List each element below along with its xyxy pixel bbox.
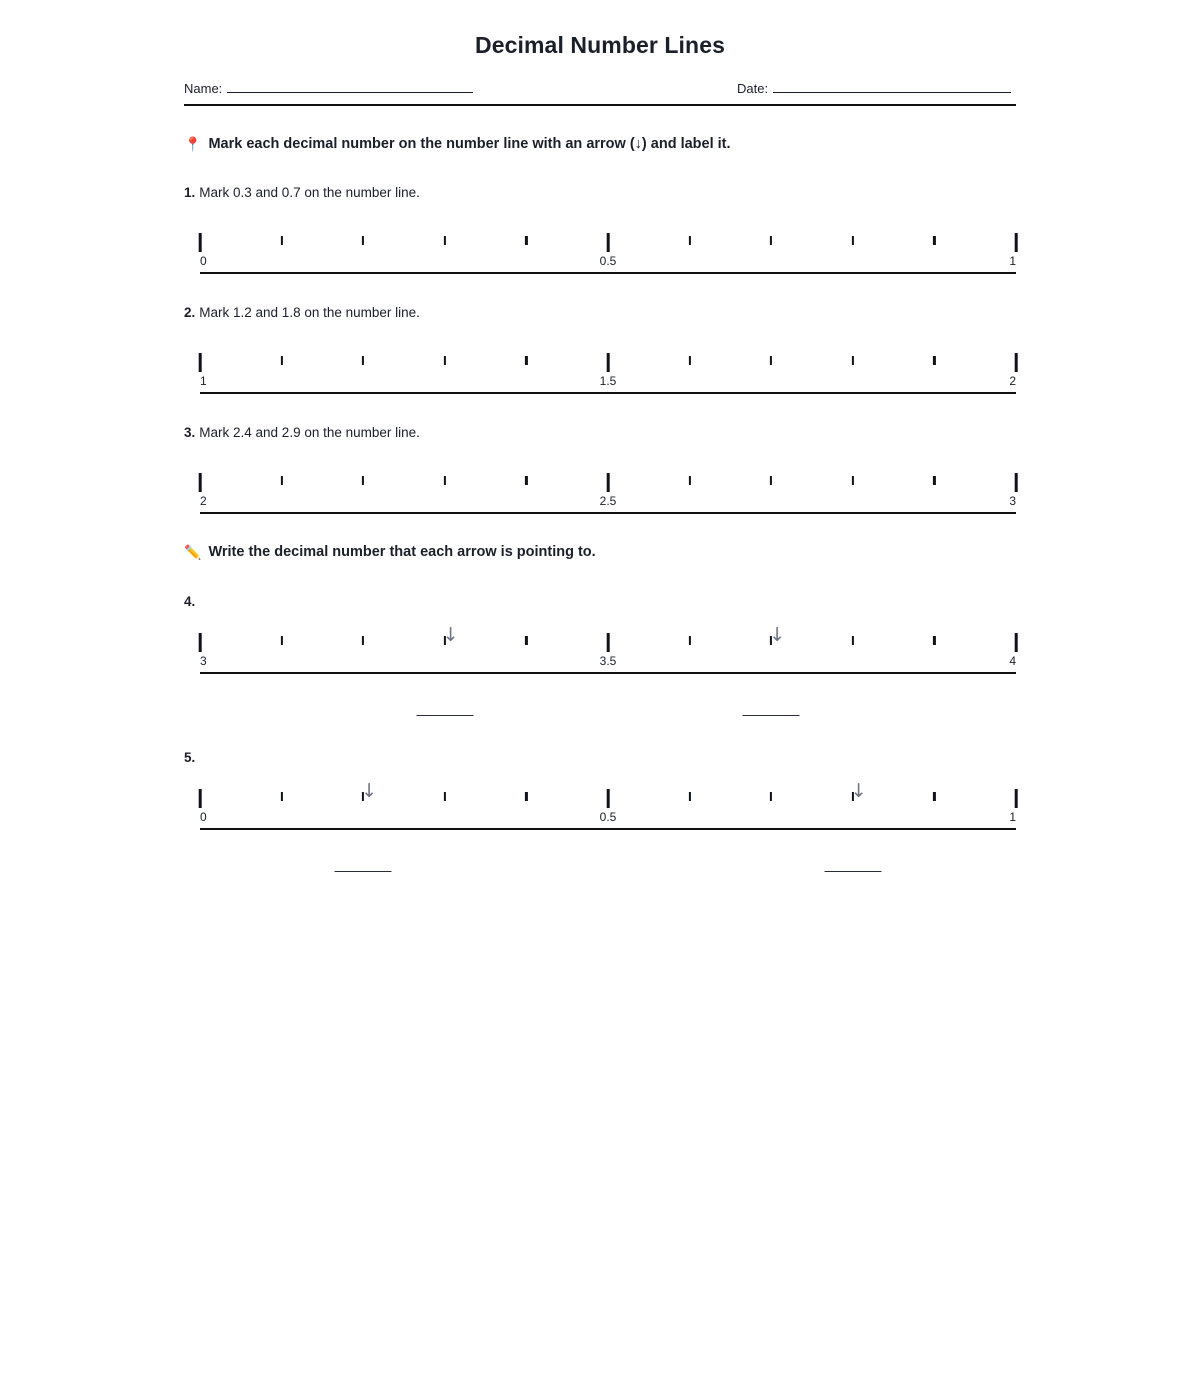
tick-major — [607, 233, 610, 252]
tick-minor — [852, 236, 854, 245]
tick-minor — [281, 236, 283, 245]
tick-group — [200, 352, 1016, 374]
label-group — [200, 374, 1016, 390]
tick-minor — [444, 236, 446, 245]
tick-minor — [770, 236, 772, 245]
label-group — [200, 654, 1016, 670]
tick-minor — [770, 476, 772, 485]
number-line-label: 0.5 — [599, 254, 617, 268]
question-prompt-3 — [184, 425, 420, 440]
label-group — [200, 810, 1016, 826]
question-number: 2. — [184, 305, 196, 320]
tick-minor — [444, 476, 446, 485]
answer-blank[interactable] — [824, 871, 881, 872]
label-group — [200, 494, 1016, 510]
tick-major — [607, 353, 610, 372]
tick-major — [199, 353, 202, 372]
name-label: Name: — [184, 81, 223, 96]
tick-minor — [689, 476, 691, 485]
question-prompt-1 — [184, 185, 420, 200]
pin-icon: 📍 — [184, 136, 202, 152]
number-line-label: 3 — [1009, 494, 1016, 508]
number-line-axis — [200, 828, 1016, 830]
tick-minor — [525, 356, 527, 365]
question-text: Mark 2.4 and 2.9 on the number line. — [199, 425, 420, 440]
answer-blank-row — [200, 871, 1016, 885]
tick-major — [199, 233, 202, 252]
tick-minor — [933, 236, 935, 245]
number-line-axis — [200, 672, 1016, 674]
section-heading-1 — [184, 136, 731, 152]
down-arrow-icon: ↓ — [361, 780, 378, 802]
section-heading-text: Write the decimal number that each arrow is pointing to. — [208, 544, 596, 560]
down-arrow-icon: ↓ — [442, 624, 459, 646]
tick-major — [1015, 473, 1018, 492]
name-write-line[interactable] — [227, 80, 473, 93]
question-prompt-2 — [184, 305, 420, 320]
number-line-axis — [200, 272, 1016, 274]
tick-major — [607, 473, 610, 492]
number-line-2 — [200, 352, 1016, 398]
question-number: 1. — [184, 185, 196, 200]
down-arrow-icon: ↓ — [769, 624, 786, 646]
tick-minor — [770, 356, 772, 365]
number-line-3 — [200, 472, 1016, 518]
number-line-label: 1 — [1009, 810, 1016, 824]
number-line-label: 1.5 — [599, 374, 617, 388]
number-line-label: 1 — [200, 374, 207, 388]
tick-minor — [852, 476, 854, 485]
question-number: 4. — [184, 594, 196, 609]
tick-minor — [362, 356, 364, 365]
tick-minor — [362, 476, 364, 485]
number-line-axis — [200, 512, 1016, 514]
tick-minor — [444, 356, 446, 365]
tick-minor — [281, 356, 283, 365]
number-line-label: 4 — [1009, 654, 1016, 668]
tick-minor — [933, 356, 935, 365]
name-field[interactable] — [184, 80, 473, 96]
arrow-group — [200, 782, 1016, 812]
tick-minor — [525, 236, 527, 245]
tick-major — [1015, 353, 1018, 372]
date-write-line[interactable] — [773, 80, 1011, 93]
answer-blank-row — [200, 715, 1016, 729]
number-line-label: 0 — [200, 810, 207, 824]
tick-minor — [852, 356, 854, 365]
number-line-1 — [200, 232, 1016, 278]
header-divider — [184, 104, 1016, 106]
name-date-row — [184, 80, 1016, 102]
question-prompt-5 — [184, 750, 199, 765]
tick-minor — [525, 476, 527, 485]
tick-minor — [689, 356, 691, 365]
tick-minor — [362, 236, 364, 245]
label-group — [200, 254, 1016, 270]
question-text: Mark 0.3 and 0.7 on the number line. — [199, 185, 420, 200]
number-line-label: 1 — [1009, 254, 1016, 268]
tick-group — [200, 232, 1016, 254]
number-line-axis — [200, 392, 1016, 394]
tick-minor — [933, 476, 935, 485]
number-line-label: 0.5 — [599, 810, 617, 824]
section-heading-text: Mark each decimal number on the number line with an arrow (↓) and label it. — [208, 136, 731, 152]
tick-major — [199, 473, 202, 492]
question-number: 5. — [184, 750, 196, 765]
date-label: Date: — [737, 81, 769, 96]
answer-blank[interactable] — [335, 871, 392, 872]
pencil-icon: ✏️ — [184, 544, 202, 560]
answer-blank[interactable] — [416, 715, 473, 716]
question-prompt-4 — [184, 594, 199, 609]
question-number: 3. — [184, 425, 196, 440]
tick-major — [1015, 233, 1018, 252]
number-line-label: 0 — [200, 254, 207, 268]
arrow-group — [200, 626, 1016, 656]
tick-minor — [689, 236, 691, 245]
number-line-4 — [200, 624, 1016, 678]
down-arrow-icon: ↓ — [850, 780, 867, 802]
number-line-5 — [200, 780, 1016, 834]
number-line-label: 3.5 — [599, 654, 617, 668]
page-title: Decimal Number Lines — [475, 32, 725, 58]
section-heading-2 — [184, 544, 596, 560]
answer-blank[interactable] — [743, 715, 800, 716]
question-text: Mark 1.2 and 1.8 on the number line. — [199, 305, 420, 320]
number-line-label: 2.5 — [599, 494, 617, 508]
number-line-label: 2 — [1009, 374, 1016, 388]
tick-minor — [281, 476, 283, 485]
tick-group — [200, 472, 1016, 494]
number-line-label: 2 — [200, 494, 207, 508]
date-field[interactable] — [737, 80, 1011, 96]
number-line-label: 3 — [200, 654, 207, 668]
